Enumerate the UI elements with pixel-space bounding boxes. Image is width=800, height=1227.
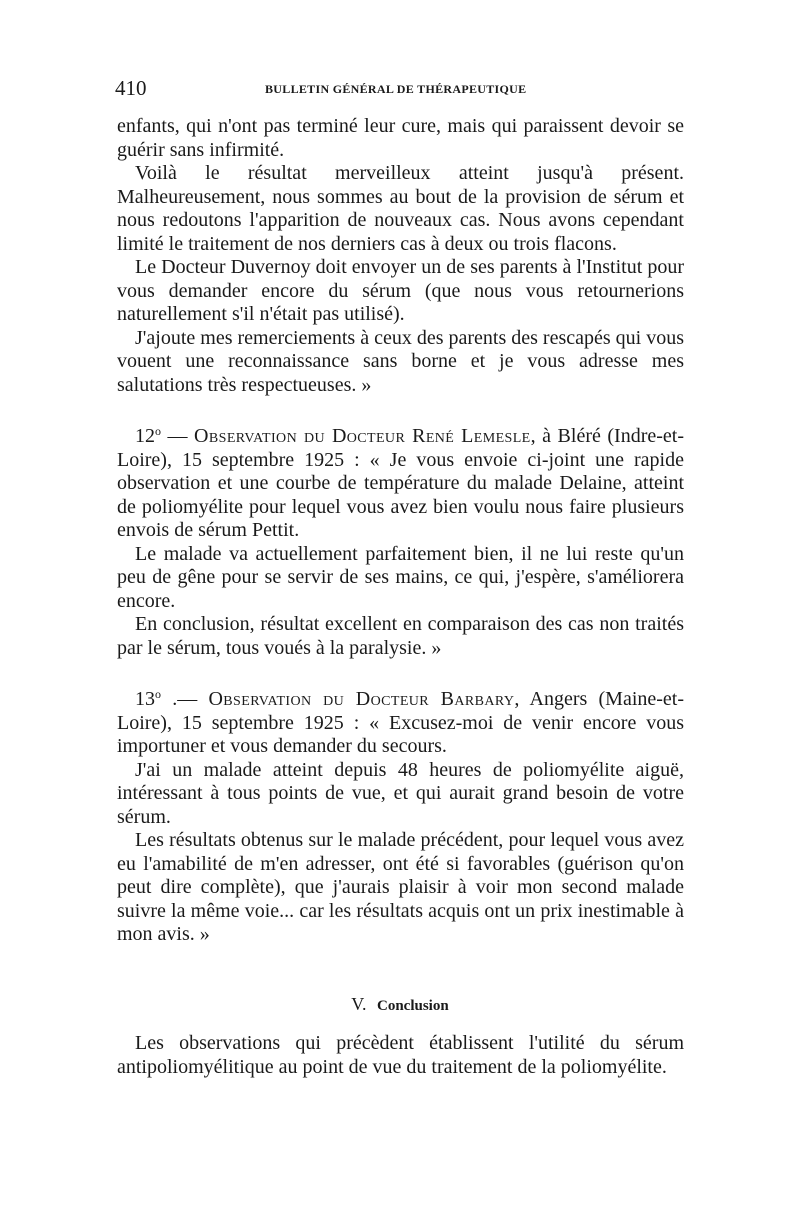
paragraph-thanks: J'ajoute mes remerciements à ceux des parents des rescapés qui vous vouent une reconnaissance sans borne et je vous adresse mes salutations très respectueuses. » bbox=[117, 326, 684, 396]
observation-13-results: Les résultats obtenus sur le malade précédent, pour lequel vous avez eu l'amabilité de m'en adresser, ont été si favorables (guérison qu'on peut dire complète), que j'aurais plaisir à voir mon second malade suivre la même voie... car les résultats acquis ont un prix inestimable à mon avis. » bbox=[117, 829, 684, 945]
running-head: BULLETIN GÉNÉRAL DE THÉRAPEUTIQUE bbox=[265, 82, 527, 96]
conclusion-paragraph: Les observations qui précèdent établissent l'utilité du sérum antipoliomyélitique au point de vue du traitement de la poliomyélite. bbox=[117, 1032, 684, 1078]
section-numeral: V. bbox=[351, 994, 367, 1014]
observation-12-text: , à Bléré (Indre-et-Loire), 15 septembre 1925 : « Je vous envoie ci-joint une rapide observation et une courbe de température du malade Delaine, atteint de poliomyélite pour lequel vous avez bien voulu nous faire plusieurs envois de sérum Pettit. bbox=[117, 425, 684, 541]
observation-12-lead bbox=[117, 420, 684, 543]
paragraph-continuation: enfants, qui n'ont pas terminé leur cure, mais qui paraissent devoir se guérir sans infirmité. bbox=[117, 115, 684, 161]
observation-12-paragraph: Le malade va actuellement parfaitement bien, il ne lui reste qu'un peu de gêne pour se servir de ses mains, ce qui, j'espère, s'améliorera encore. bbox=[117, 542, 684, 612]
observation-12-title: Observation du Docteur René Lemesle bbox=[194, 425, 531, 447]
paragraph-result: Voilà le résultat merveilleux atteint jusqu'à présent. Malheureusement, nous sommes au bout de la provision de sérum et nous redoutons l'apparition de nouveaux cas. Nous avons cependant limité le traitement de nos derniers cas à deux ou trois flacons. bbox=[117, 162, 684, 255]
section-heading bbox=[0, 993, 800, 1017]
paragraph-duvernoy: Le Docteur Duvernoy doit envoyer un de ses parents à l'Institut pour vous demander encore du sérum (que nous vous retournerions naturellement s'il n'était pas utilisé). bbox=[117, 256, 684, 325]
observation-12-number: 12 bbox=[135, 425, 155, 447]
observation-13-text: , Angers (Maine-et-Loire), 15 septembre 1925 : « Excusez-moi de venir encore vous importuner et vous demander du secours. bbox=[117, 688, 685, 757]
section-title: Conclusion bbox=[376, 998, 449, 1014]
body-text bbox=[117, 115, 684, 947]
page-header bbox=[115, 76, 685, 100]
observation-13-superscript: o bbox=[155, 687, 161, 701]
observation-12-conclusion: En conclusion, résultat excellent en comparaison des cas non traités par le sérum, tous voués à la paralysie. » bbox=[117, 613, 684, 659]
observation-13-lead bbox=[117, 683, 684, 759]
conclusion-block bbox=[117, 1032, 684, 1079]
observation-12-dash: — bbox=[161, 425, 195, 447]
observation-13-paragraph: J'ai un malade atteint depuis 48 heures de poliomyélite aiguë, intéressant à tous points de vue, et qui aurait grand besoin de votre sérum. bbox=[117, 758, 684, 828]
page-number: 410 bbox=[115, 76, 147, 100]
observation-13-dash: .— bbox=[161, 688, 209, 710]
observation-13-number: 13 bbox=[135, 688, 155, 710]
observation-13-title: Observation du Docteur Barbary bbox=[208, 688, 515, 710]
observation-12-superscript: o bbox=[155, 424, 161, 438]
